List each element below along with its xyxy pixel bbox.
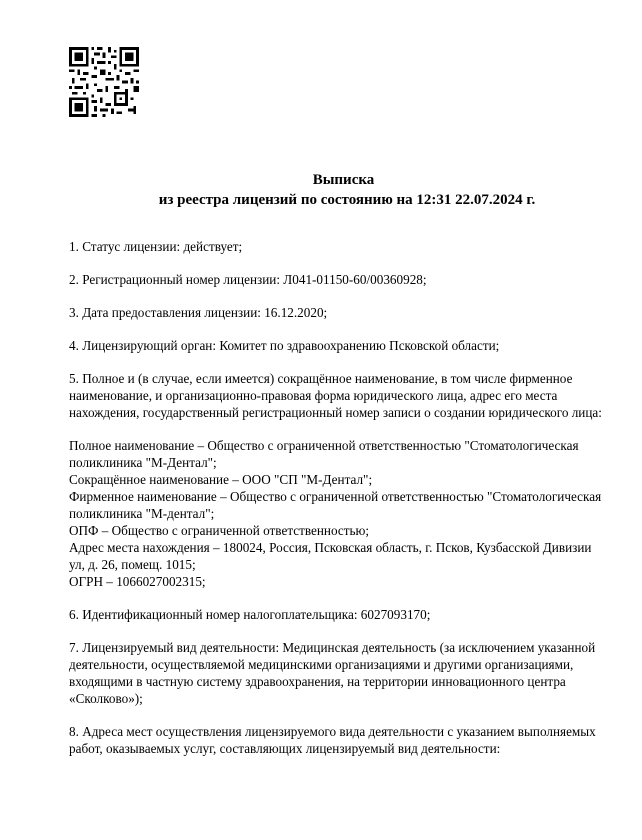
- company-details: [69, 437, 609, 590]
- text-line: 5. Полное и (в случае, если имеется) сокращённое наименование, в том числе фирменное: [69, 371, 573, 386]
- text-line: поликлиника "М-Дентал";: [69, 455, 217, 470]
- text-line: Фирменное наименование – Общество с ограниченной ответственностью "Стоматологическая: [69, 489, 602, 504]
- item-activity-addresses: [69, 723, 609, 757]
- text-line: поликлиника "М-дентал";: [69, 506, 215, 521]
- text-line: работ, оказываемых услуг, составляющих лицензируемый вид деятельности:: [69, 741, 501, 756]
- text-line: входящими в частную систему здравоохранения, на территории инновационного центра: [69, 674, 566, 689]
- item-activity-type: [69, 639, 609, 707]
- text-line: 3. Дата предоставления лицензии: 16.12.2020;: [69, 305, 328, 320]
- text-line: деятельности, осуществляемой медицинскими организациями и другими организациями,: [69, 657, 574, 672]
- document-title: [0, 170, 642, 210]
- text-line: 7. Лицензируемый вид деятельности: Медицинская деятельность (за исключением указанной: [69, 640, 596, 655]
- text-line: наименование, и организационно-правовая форма юридического лица, адрес его места: [69, 388, 558, 403]
- text-line: ул, д. 26, помещ. 1015;: [69, 557, 196, 572]
- text-line: 1. Статус лицензии: действует;: [69, 239, 243, 254]
- text-line: нахождения, государственный регистрационный номер записи о создании юридического лица:: [69, 405, 602, 420]
- text-line: 4. Лицензирующий орган: Комитет по здравоохранению Псковской области;: [69, 338, 500, 353]
- document-body: [69, 238, 609, 773]
- text-line: Полное наименование – Общество с ограниченной ответственностью "Стоматологическая: [69, 438, 579, 453]
- title-line: Выписка: [312, 172, 375, 188]
- text-line: ОПФ – Общество с ограниченной ответственностью;: [69, 523, 370, 538]
- text-line: Адрес места нахождения – 180024, Россия, Псковская область, г. Псков, Кузбасской Дивизии: [69, 540, 592, 555]
- text-line: Сокращённое наименование – ООО "СП "М-Дентал";: [69, 472, 373, 487]
- qr-code-icon: [69, 47, 139, 117]
- item-license-status: [69, 238, 609, 255]
- item-registration-number: [69, 271, 609, 288]
- item-taxpayer-id: [69, 606, 609, 623]
- text-line: 8. Адреса мест осуществления лицензируемого вида деятельности с указанием выполняемых: [69, 724, 596, 739]
- item-company-names: [69, 370, 609, 421]
- text-line: «Сколково»);: [69, 691, 143, 706]
- item-issue-date: [69, 304, 609, 321]
- text-line: 6. Идентификационный номер налогоплательщика: 6027093170;: [69, 607, 431, 622]
- text-line: ОГРН – 1066027002315;: [69, 574, 206, 589]
- subtitle-line: из реестра лицензий по состоянию на 12:31 22.07.2024 г.: [158, 192, 536, 208]
- item-licensing-authority: [69, 337, 609, 354]
- text-line: 2. Регистрационный номер лицензии: Л041-01150-60/00360928;: [69, 272, 427, 287]
